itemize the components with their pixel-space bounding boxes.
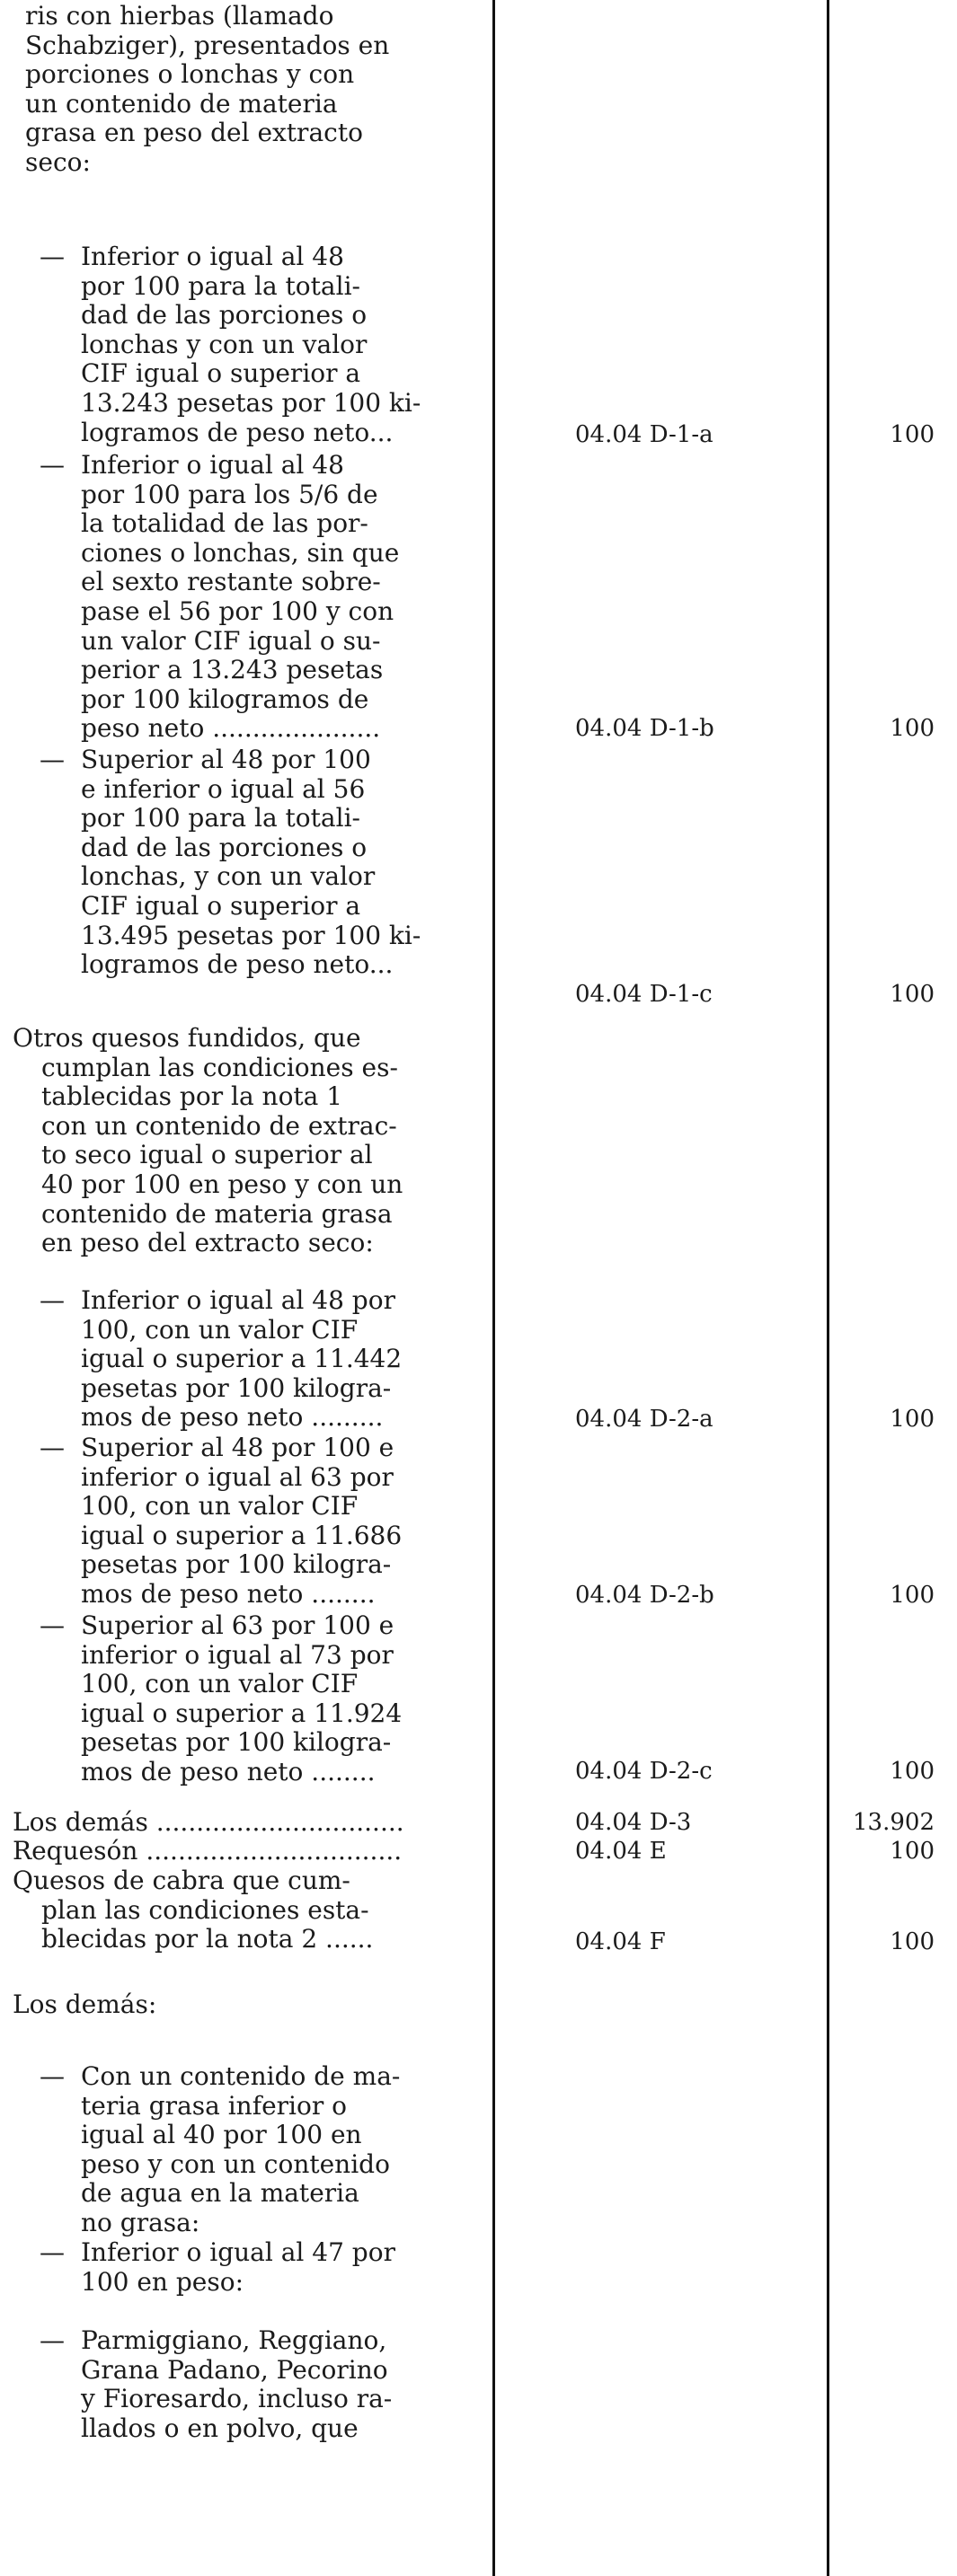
tariff-code: 04.04 D-1-c (575, 981, 713, 1008)
line: 13.495 pesetas por 100 ki- (81, 920, 421, 950)
entry-requeson (13, 1837, 402, 1866)
line: porciones o lonchas y con (25, 59, 355, 90)
line: Inferior o igual al 48 por (81, 1285, 395, 1315)
list-dash: — (40, 1610, 65, 1640)
line: por 100 kilogramos de (81, 684, 369, 714)
line: con un contenido de extrac- (41, 1110, 397, 1141)
line: 100, con un valor CIF (81, 1491, 359, 1522)
duty-value: 100 (890, 1928, 935, 1955)
list-dash: — (40, 2325, 65, 2355)
line: CIF igual o superior a (81, 890, 361, 921)
line: lonchas, y con un valor (81, 861, 376, 892)
line: teria grasa inferior o (81, 2090, 347, 2121)
duty-value: 100 (890, 421, 935, 448)
line: 100, con un valor CIF (81, 1314, 359, 1345)
list-dash: — (40, 1285, 65, 1315)
line: no grasa: (81, 2207, 200, 2237)
line: Schabziger), presentados en (25, 30, 390, 60)
line: igual o superior a 11.686 (81, 1520, 403, 1550)
line: Los demás: (13, 1989, 157, 2019)
line: llados o en polvo, que (81, 2413, 359, 2443)
duty-value: 100 (890, 1582, 935, 1609)
entry-d1c-description (81, 745, 421, 980)
line: CIF igual o superior a (81, 358, 361, 389)
line: plan las condiciones esta- (41, 1894, 369, 1925)
line: Quesos de cabra que cum- (13, 1866, 350, 1895)
line: pesetas por 100 kilogra- (81, 1727, 392, 1758)
line: mos de peso neto ......... (81, 1402, 384, 1433)
line: por 100 para la totali- (81, 270, 360, 301)
line: blecidas por la nota 2 ...... (41, 1924, 374, 1954)
line: Otros quesos fundidos, que (13, 1023, 361, 1053)
line: mos de peso neto ........ (81, 1756, 376, 1786)
line: Inferior o igual al 48 (81, 450, 344, 480)
column-rule-right (827, 0, 829, 2576)
line: inferior o igual al 73 por (81, 1639, 394, 1670)
line: logramos de peso neto... (81, 949, 394, 980)
line: peso neto ..................... (81, 713, 381, 744)
line: Inferior o igual al 47 por (81, 2237, 395, 2267)
tariff-code: 04.04 D-2-a (575, 1406, 713, 1433)
tariff-code: 04.04 E (575, 1838, 667, 1865)
line: Superior al 48 por 100 e (81, 1433, 394, 1462)
line: de agua en la materia (81, 2178, 359, 2209)
line: mos de peso neto ........ (81, 1578, 376, 1609)
line: igual o superior a 11.924 (81, 1698, 403, 1728)
line: inferior o igual al 63 por (81, 1461, 394, 1492)
entry-d2b-description (81, 1434, 402, 1610)
line: contenido de materia grasa (41, 1198, 393, 1229)
entry-d1b-description (81, 451, 399, 744)
line: ciones o lonchas, sin que (81, 537, 400, 568)
line: igual o superior a 11.442 (81, 1344, 403, 1374)
line: e inferior o igual al 56 (81, 773, 366, 804)
line: Grana Padano, Pecorino (81, 2354, 388, 2385)
duty-value: 13.902 (853, 1809, 935, 1836)
list-dash: — (40, 2237, 65, 2267)
entry-los-demas (13, 1808, 404, 1838)
line: 100 en peso: (81, 2266, 244, 2297)
column-rule-left (492, 0, 495, 2576)
line: ris con hierbas (llamado (25, 1, 334, 31)
line: y Fioresardo, incluso ra- (81, 2384, 393, 2414)
line: 13.243 pesetas por 100 ki- (81, 387, 421, 418)
list-dash: — (40, 745, 65, 774)
duty-value: 100 (890, 715, 935, 742)
line: por 100 para los 5/6 de (81, 479, 378, 509)
tariff-code: 04.04 D-1-b (575, 715, 714, 742)
line: 100, con un valor CIF (81, 1669, 359, 1699)
entry-d1a-description (81, 243, 421, 447)
line: el sexto restante sobre- (81, 567, 381, 597)
line: Parmiggiano, Reggiano, (81, 2325, 387, 2355)
line: Requesón ................................ (13, 1836, 403, 1866)
line: to seco igual o superior al (41, 1140, 373, 1170)
entry-los-demas-heading (13, 1990, 156, 2020)
entry-schabziger-intro (25, 2, 389, 178)
line: pase el 56 por 100 y con (81, 595, 394, 626)
entry-otros-quesos-fundidos (13, 1024, 403, 1258)
line: grasa en peso del extracto (25, 118, 363, 148)
tariff-code: 04.04 F (575, 1928, 666, 1955)
line: perior a 13.243 pesetas (81, 655, 384, 685)
line: pesetas por 100 kilogra- (81, 1549, 392, 1580)
line: igual al 40 por 100 en (81, 2120, 362, 2150)
line: por 100 para la totali- (81, 803, 360, 834)
line: dad de las porciones o (81, 832, 368, 862)
entry-inferior-47 (81, 2238, 395, 2297)
line: logramos de peso neto... (81, 417, 394, 447)
duty-value: 100 (890, 1838, 935, 1865)
line: en peso del extracto seco: (41, 1228, 374, 1258)
duty-value: 100 (890, 1758, 935, 1785)
line: pesetas por 100 kilogra- (81, 1372, 392, 1403)
line: 40 por 100 en peso y con un (41, 1169, 403, 1199)
line: tablecidas por la nota 1 (41, 1081, 343, 1112)
entry-quesos-de-cabra (13, 1866, 373, 1954)
tariff-code: 04.04 D-1-a (575, 421, 713, 448)
line: peso y con un contenido (81, 2148, 390, 2179)
line: un valor CIF igual o su- (81, 625, 381, 656)
line: seco: (25, 146, 91, 177)
list-dash: — (40, 1433, 65, 1462)
entry-parmiggiano (81, 2326, 392, 2443)
line: un contenido de materia (25, 88, 338, 119)
entry-d2c-description (81, 1611, 402, 1787)
tariff-code: 04.04 D-3 (575, 1809, 692, 1836)
line: Los demás ............................... (13, 1807, 404, 1837)
list-dash: — (40, 2061, 65, 2091)
list-dash: — (40, 450, 65, 480)
tariff-code: 04.04 D-2-c (575, 1758, 713, 1785)
entry-materia-grasa (81, 2062, 400, 2238)
line: Superior al 63 por 100 e (81, 1610, 394, 1640)
tariff-code: 04.04 D-2-b (575, 1582, 714, 1609)
entry-d2a-description (81, 1286, 402, 1433)
line: Con un contenido de ma- (81, 2061, 401, 2091)
line: cumplan las condiciones es- (41, 1052, 398, 1082)
duty-value: 100 (890, 981, 935, 1008)
line: dad de las porciones o (81, 300, 368, 331)
line: Superior al 48 por 100 (81, 745, 371, 774)
list-dash: — (40, 242, 65, 271)
line: Inferior o igual al 48 (81, 242, 344, 271)
duty-value: 100 (890, 1406, 935, 1433)
line: lonchas y con un valor (81, 329, 368, 359)
line: la totalidad de las por- (81, 508, 368, 539)
